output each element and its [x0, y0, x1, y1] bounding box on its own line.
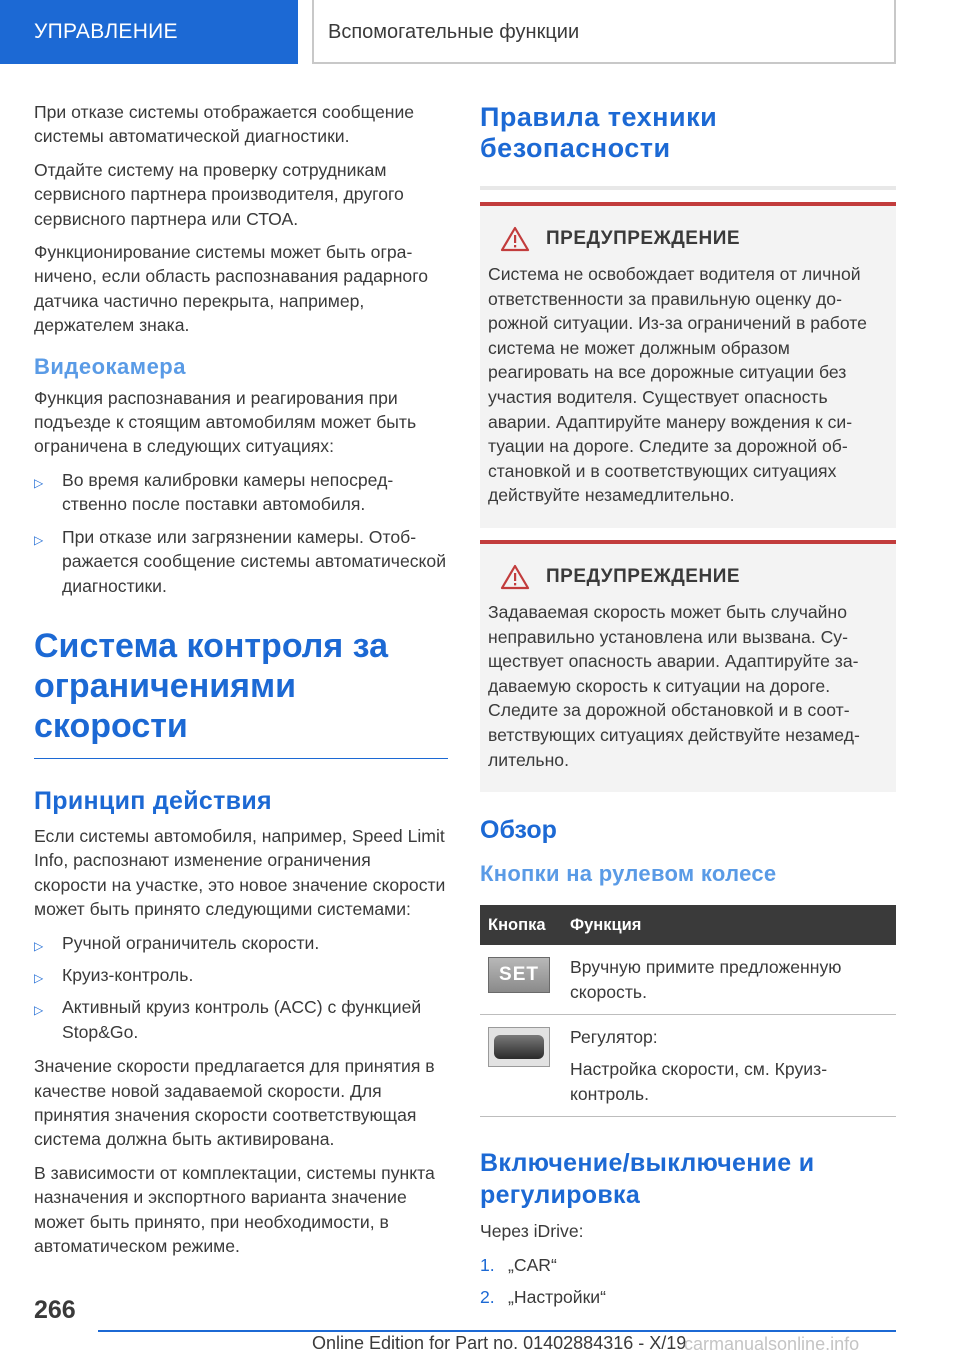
paragraph: Функционирование системы может быть ограничено, если область распознавания радарного датчика частично перекрыта, например, держателем знака.: [34, 242, 429, 336]
triangle-bullet-icon: ▷: [34, 532, 44, 547]
paragraph: Через iDrive:: [480, 1221, 584, 1242]
paragraph: Если системы автомобиля, например, Speed Limit Info, распознают изменение ограничения скорости на участке, это новое значение скорости может быть принято следующими системами:: [34, 825, 446, 920]
safety-heading: Правила техники безопасности: [480, 100, 896, 190]
warning-box: [480, 540, 896, 792]
table-cell: Регулятор: Настройка скорости, см. Круиз-контроль.: [562, 1014, 896, 1116]
left-column: [34, 100, 448, 1267]
triangle-bullet-icon: ▷: [34, 475, 44, 490]
list-item: ▷ Круиз-контроль.: [34, 963, 448, 987]
warning-label: ПРЕДУПРЕЖДЕНИЕ: [546, 565, 741, 587]
warning-triangle-icon: [500, 226, 530, 252]
table-row: [480, 1014, 896, 1116]
steps-list: [480, 1253, 896, 1310]
camera-list: [34, 468, 448, 598]
right-column: [480, 100, 896, 1317]
principle-list: [34, 931, 448, 1045]
edition-text: Online Edition for Part no. 01402884316 - X/19: [312, 1333, 687, 1353]
warning-box: [480, 202, 896, 528]
paragraph: Значение скорости предлагается для принятия в качестве новой задаваемой скорости. Для принятия значения скорости соответствующая система должна быть активирована.: [34, 1056, 435, 1150]
buttons-heading: Кнопки на рулевом колесе: [480, 861, 777, 887]
footer-line: [98, 1330, 896, 1332]
paragraph: При отказе системы отображается сообщение системы автоматической диагностики.: [34, 102, 415, 147]
main-heading: Система контроля за ограничениями скорости: [34, 626, 448, 759]
paragraph: В зависимости от комплектации, системы пункта назначения и экспортного варианта значение может быть принято, при необходимости, в автоматическом режиме.: [34, 1162, 435, 1256]
rocker-switch-icon: [488, 1027, 550, 1067]
table-cell: Вручную примите предложенную скорость.: [562, 945, 896, 1014]
warning-label: ПРЕДУПРЕЖДЕНИЕ: [546, 228, 741, 249]
page-number: 266: [34, 1296, 76, 1324]
list-item: ▷ Во время калибровки камеры непосредственно после поставки автомобиля.: [34, 469, 394, 515]
list-item: ▷ Ручной ограничитель скорости.: [34, 931, 448, 955]
paragraph: Отдайте систему на проверку сотрудникам сервисного партнера производителя, другого сервисного партнера или СТОА.: [34, 159, 404, 229]
section-tab: УПРАВЛЕНИЕ: [0, 0, 298, 64]
list-item: 1. „CAR“: [480, 1254, 557, 1275]
paragraph: Функция распознавания и реагирования при подъезде к стоящим автомобилям может быть ограничена в следующих ситуациях:: [34, 387, 417, 457]
watermark: carmanualsonline.info: [684, 1334, 860, 1354]
page-header: [0, 0, 960, 64]
warning-text: Система не освобождает водителя от личной ответственности за правильную оценку дорожной ситуации. Из-за ограничений в работе система не может должным образом реагировать на все дорожные ситуации без участия водителя. Существует опасность аварии. Адаптируйте манеру вождения к ситуации на дороге. Следите за дорожной обстановкой и в соответствующих ситуациях действуйте незамедлительно.: [488, 264, 867, 506]
table-header-function: Функция: [562, 905, 896, 945]
list-item: ▷ При отказе или загрязнении камеры. Отображается сообщение системы автоматической диагностики.: [34, 526, 447, 596]
table-header-button: Кнопка: [480, 905, 562, 945]
list-item: 2. „Настройки“: [480, 1286, 606, 1307]
list-item: ▷ Активный круиз контроль (ACC) с функцией Stop&Go.: [34, 997, 422, 1042]
triangle-bullet-icon: ▷: [34, 970, 44, 985]
principle-heading: Принцип действия: [34, 786, 272, 815]
triangle-bullet-icon: ▷: [34, 1003, 44, 1018]
table-row: [480, 945, 896, 1014]
set-button-icon: SET: [488, 957, 550, 993]
chapter-title: Вспомогательные функции: [312, 0, 896, 64]
camera-heading: Видеокамера: [34, 353, 186, 379]
warning-text: Задаваемая скорость может быть случайно неправильно установлена или вызвана. Существует опасность аварии. Адаптируйте задаваемую скорость к ситуации на дороге. Следите за дорожной обстановкой и в соответствующих ситуациях действуйте незамедлительно.: [488, 601, 860, 770]
triangle-bullet-icon: ▷: [34, 938, 44, 953]
overview-heading: Обзор: [480, 816, 557, 845]
onoff-heading: Включение/выключение и регулировка: [480, 1149, 815, 1210]
buttons-table: [480, 905, 896, 1117]
warning-triangle-icon: [500, 564, 530, 590]
